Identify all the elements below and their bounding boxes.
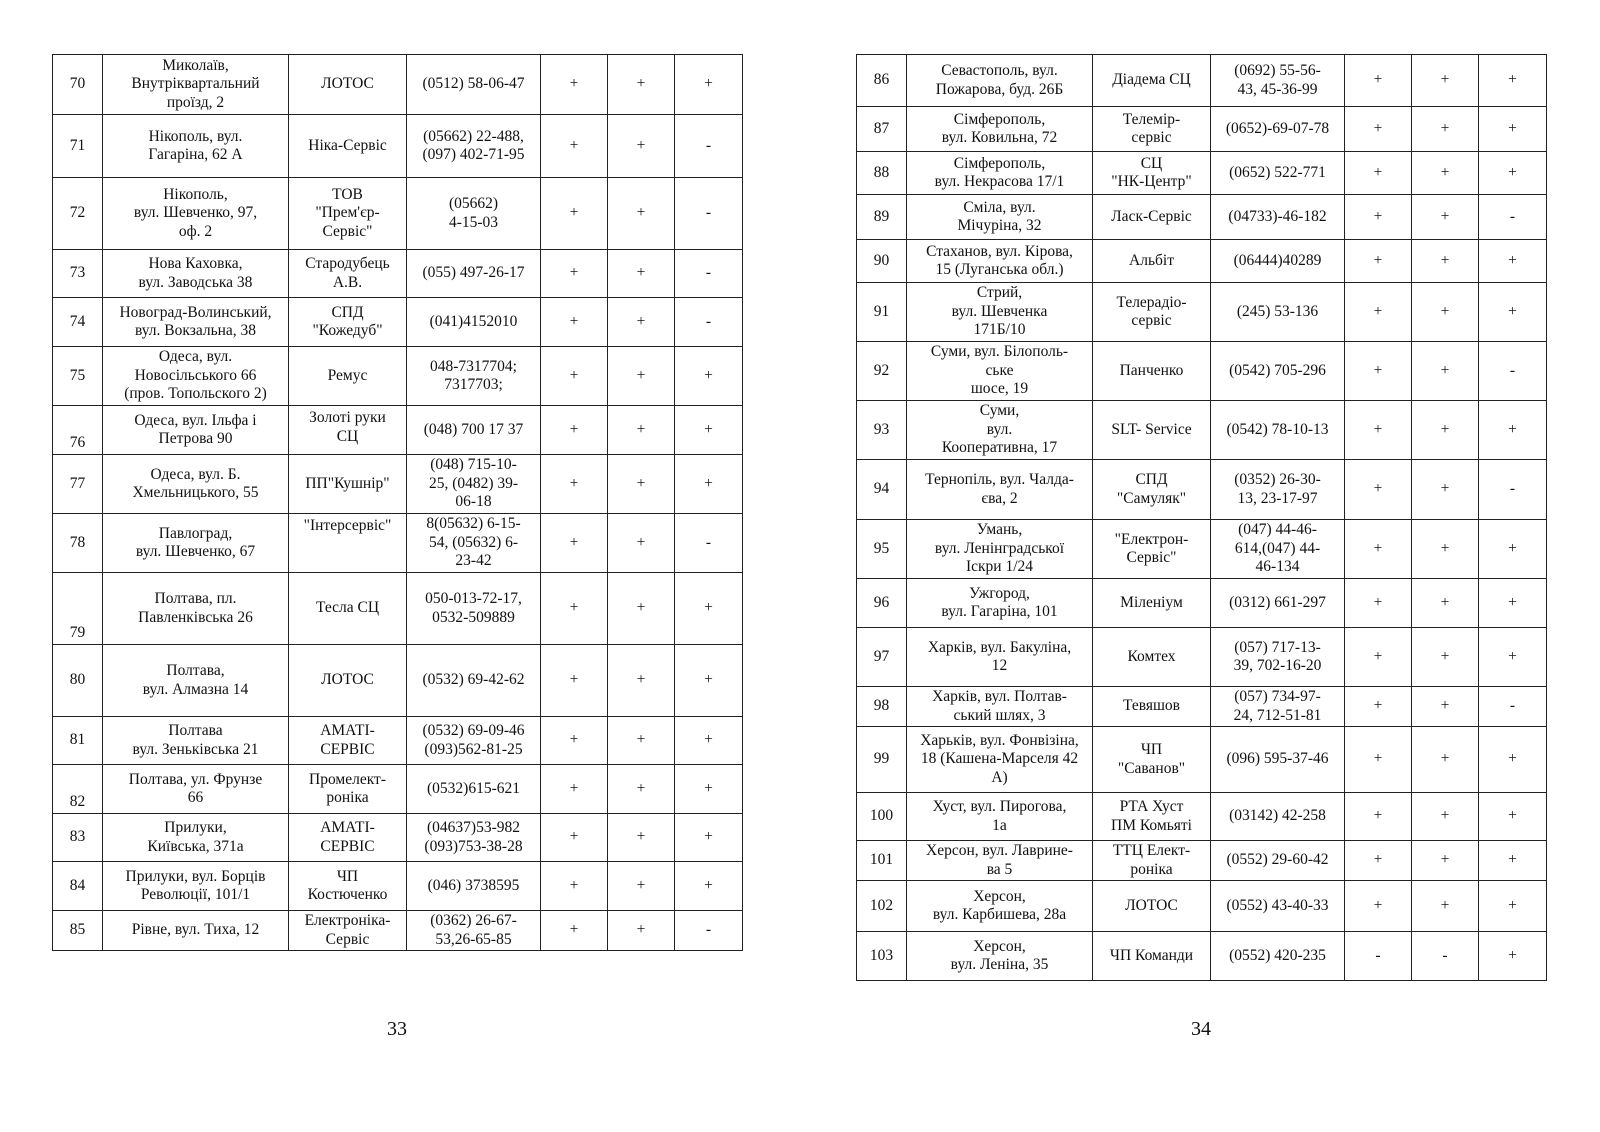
mark-cell-2: +: [608, 862, 675, 911]
table-row: [53, 765, 743, 814]
left-service-table: [52, 54, 743, 951]
row-number: 83: [53, 814, 103, 862]
mark-cell-1: +: [541, 55, 608, 115]
table-row: [857, 152, 1547, 195]
row-number: 100: [857, 793, 907, 841]
table-row: [857, 579, 1547, 628]
mark-cell-1: +: [541, 178, 608, 250]
service-name-cell: Панченко: [1093, 342, 1211, 401]
service-name-cell: Комтех: [1093, 628, 1211, 687]
mark-cell-1: +: [541, 814, 608, 862]
service-name-cell: СЦ "НК-Центр": [1093, 152, 1211, 195]
mark-cell-3: +: [1479, 793, 1547, 841]
mark-cell-2: +: [1412, 628, 1479, 687]
table-row: [53, 178, 743, 250]
phone-cell: (0552) 420-235: [1211, 932, 1345, 981]
mark-cell-3: +: [1479, 520, 1547, 579]
address-cell: Умань, вул. Ленінградської Іскри 1/24: [907, 520, 1093, 579]
table-row: [53, 406, 743, 455]
row-number: 85: [53, 911, 103, 951]
mark-cell-3: -: [1479, 687, 1547, 727]
phone-cell: (0362) 26-67- 53,26-65-85: [407, 911, 541, 951]
table-row: [857, 460, 1547, 520]
mark-cell-2: +: [1412, 55, 1479, 107]
address-cell: Хуст, вул. Пирогова, 1а: [907, 793, 1093, 841]
row-number: 72: [53, 178, 103, 250]
address-cell: Сміла, вул. Мічуріна, 32: [907, 195, 1093, 240]
mark-cell-1: +: [541, 765, 608, 814]
row-number: 103: [857, 932, 907, 981]
address-cell: Полтава, вул. Алмазна 14: [103, 645, 289, 717]
mark-cell-2: +: [608, 250, 675, 298]
table-row: [857, 107, 1547, 152]
service-name-cell: ЧП "Саванов": [1093, 727, 1211, 793]
mark-cell-2: +: [608, 298, 675, 347]
mark-cell-2: +: [608, 178, 675, 250]
phone-cell: (0552) 43-40-33: [1211, 881, 1345, 932]
mark-cell-2: +: [608, 573, 675, 645]
mark-cell-1: +: [541, 911, 608, 951]
mark-cell-1: +: [541, 645, 608, 717]
mark-cell-3: -: [1479, 195, 1547, 240]
row-number: 96: [857, 579, 907, 628]
mark-cell-1: +: [1345, 841, 1412, 881]
mark-cell-2: +: [608, 406, 675, 455]
mark-cell-2: -: [1412, 932, 1479, 981]
mark-cell-3: +: [1479, 932, 1547, 981]
address-cell: Харків, вул. Полтав- ський шлях, 3: [907, 687, 1093, 727]
row-number: 71: [53, 115, 103, 178]
mark-cell-1: +: [541, 406, 608, 455]
mark-cell-1: +: [541, 250, 608, 298]
mark-cell-3: +: [1479, 55, 1547, 107]
mark-cell-2: +: [1412, 401, 1479, 460]
service-name-cell: ЧП Команди: [1093, 932, 1211, 981]
mark-cell-1: +: [541, 347, 608, 406]
phone-cell: 050-013-72-17, 0532-509889: [407, 573, 541, 645]
mark-cell-2: +: [608, 514, 675, 573]
table-row: [53, 455, 743, 514]
mark-cell-3: +: [1479, 579, 1547, 628]
service-name-cell: Електроніка- Сервіс: [289, 911, 407, 951]
mark-cell-1: +: [541, 862, 608, 911]
row-number: 87: [857, 107, 907, 152]
mark-cell-3: +: [675, 573, 743, 645]
left-page: [52, 54, 742, 951]
right-service-table: [856, 54, 1547, 981]
address-cell: Харьків, вул. Фонвізіна, 18 (Кашена-Марселя 42 А): [907, 727, 1093, 793]
mark-cell-2: +: [1412, 342, 1479, 401]
row-number: 80: [53, 645, 103, 717]
table-row: [857, 687, 1547, 727]
mark-cell-2: +: [1412, 727, 1479, 793]
service-name-cell: АМАТІ- СЕРВІС: [289, 814, 407, 862]
table-row: [857, 240, 1547, 283]
mark-cell-3: +: [1479, 881, 1547, 932]
service-name-cell: ЛОТОС: [289, 55, 407, 115]
mark-cell-1: +: [1345, 240, 1412, 283]
address-cell: Прилуки, вул. Борців Революції, 101/1: [103, 862, 289, 911]
mark-cell-2: +: [1412, 881, 1479, 932]
table-row: [857, 401, 1547, 460]
mark-cell-3: -: [675, 115, 743, 178]
address-cell: Нікополь, вул. Шевченко, 97, оф. 2: [103, 178, 289, 250]
mark-cell-2: +: [608, 115, 675, 178]
address-cell: Херсон, вул. Лаврине- ва 5: [907, 841, 1093, 881]
mark-cell-1: +: [1345, 579, 1412, 628]
address-cell: Прилуки, Київська, 371а: [103, 814, 289, 862]
row-number: 77: [53, 455, 103, 514]
address-cell: Одеса, вул. Ільфа і Петрова 90: [103, 406, 289, 455]
mark-cell-3: -: [675, 178, 743, 250]
row-number: 93: [857, 401, 907, 460]
address-cell: Суми, вул. Кооперативна, 17: [907, 401, 1093, 460]
address-cell: Стаханов, вул. Кірова, 15 (Луганська обл.): [907, 240, 1093, 283]
mark-cell-2: +: [1412, 107, 1479, 152]
phone-cell: (0692) 55-56- 43, 45-36-99: [1211, 55, 1345, 107]
mark-cell-3: +: [1479, 152, 1547, 195]
address-cell: Стрий, вул. Шевченка 171Б/10: [907, 283, 1093, 342]
table-row: [53, 573, 743, 645]
mark-cell-3: +: [675, 862, 743, 911]
service-name-cell: Телемір- сервіс: [1093, 107, 1211, 152]
address-cell: Ужгород, вул. Гагаріна, 101: [907, 579, 1093, 628]
phone-cell: (0532)615-621: [407, 765, 541, 814]
mark-cell-2: +: [608, 717, 675, 765]
table-row: [53, 55, 743, 115]
row-number: 99: [857, 727, 907, 793]
mark-cell-1: +: [1345, 195, 1412, 240]
mark-cell-2: +: [608, 455, 675, 514]
address-cell: Полтава вул. Зеньківська 21: [103, 717, 289, 765]
mark-cell-2: +: [1412, 460, 1479, 520]
mark-cell-1: +: [1345, 401, 1412, 460]
mark-cell-1: +: [1345, 520, 1412, 579]
mark-cell-1: +: [1345, 283, 1412, 342]
table-row: [53, 814, 743, 862]
mark-cell-3: +: [1479, 283, 1547, 342]
mark-cell-1: -: [1345, 932, 1412, 981]
row-number: 92: [857, 342, 907, 401]
phone-cell: 048-7317704; 7317703;: [407, 347, 541, 406]
row-number: 97: [857, 628, 907, 687]
mark-cell-2: +: [1412, 841, 1479, 881]
mark-cell-1: +: [541, 514, 608, 573]
table-row: [53, 645, 743, 717]
mark-cell-2: +: [608, 911, 675, 951]
service-name-cell: Альбіт: [1093, 240, 1211, 283]
address-cell: Тернопіль, вул. Чалда- єва, 2: [907, 460, 1093, 520]
service-name-cell: ЧП Костюченко: [289, 862, 407, 911]
phone-cell: (0542) 705-296: [1211, 342, 1345, 401]
service-name-cell: ТОВ "Прем'єр- Сервіс": [289, 178, 407, 250]
phone-cell: (057) 734-97- 24, 712-51-81: [1211, 687, 1345, 727]
address-cell: Одеса, вул. Б. Хмельницького, 55: [103, 455, 289, 514]
mark-cell-1: +: [1345, 687, 1412, 727]
address-cell: Полтава, пл. Павленківська 26: [103, 573, 289, 645]
right-page: [856, 54, 1546, 981]
service-name-cell: Стародубець А.В.: [289, 250, 407, 298]
address-cell: Павлоград, вул. Шевченко, 67: [103, 514, 289, 573]
phone-cell: (0532) 69-09-46 (093)562-81-25: [407, 717, 541, 765]
address-cell: Харків, вул. Бакуліна, 12: [907, 628, 1093, 687]
mark-cell-3: -: [1479, 342, 1547, 401]
mark-cell-3: -: [675, 911, 743, 951]
service-name-cell: СПД "Самуляк": [1093, 460, 1211, 520]
phone-cell: (04637)53-982 (093)753-38-28: [407, 814, 541, 862]
table-row: [857, 342, 1547, 401]
mark-cell-3: -: [1479, 460, 1547, 520]
row-number: 70: [53, 55, 103, 115]
service-name-cell: SLT- Service: [1093, 401, 1211, 460]
phone-cell: (05662) 22-488, (097) 402-71-95: [407, 115, 541, 178]
mark-cell-2: +: [608, 347, 675, 406]
phone-cell: (0652)-69-07-78: [1211, 107, 1345, 152]
service-name-cell: Ласк-Сервіс: [1093, 195, 1211, 240]
service-name-cell: "Інтерсервіс": [289, 514, 407, 573]
service-name-cell: Діадема СЦ: [1093, 55, 1211, 107]
address-cell: Сімферополь, вул. Ковильна, 72: [907, 107, 1093, 152]
mark-cell-3: +: [675, 55, 743, 115]
service-name-cell: Промелект- роніка: [289, 765, 407, 814]
mark-cell-1: +: [1345, 55, 1412, 107]
phone-cell: (057) 717-13- 39, 702-16-20: [1211, 628, 1345, 687]
address-cell: Миколаїв, Внутріквартальний проїзд, 2: [103, 55, 289, 115]
table-row: [857, 881, 1547, 932]
table-row: [53, 514, 743, 573]
phone-cell: (05662) 4-15-03: [407, 178, 541, 250]
mark-cell-1: +: [541, 455, 608, 514]
phone-cell: (041)4152010: [407, 298, 541, 347]
mark-cell-3: +: [1479, 628, 1547, 687]
phone-cell: (0512) 58-06-47: [407, 55, 541, 115]
phone-cell: (048) 715-10- 25, (0482) 39- 06-18: [407, 455, 541, 514]
mark-cell-2: +: [1412, 579, 1479, 628]
address-cell: Одеса, вул. Новосільського 66 (пров. Топольского 2): [103, 347, 289, 406]
row-number: 78: [53, 514, 103, 573]
row-number: 98: [857, 687, 907, 727]
mark-cell-3: +: [675, 406, 743, 455]
service-name-cell: АМАТІ- СЕРВІС: [289, 717, 407, 765]
table-row: [53, 115, 743, 178]
table-row: [857, 841, 1547, 881]
service-name-cell: Ремус: [289, 347, 407, 406]
row-number: 75: [53, 347, 103, 406]
mark-cell-1: +: [1345, 107, 1412, 152]
mark-cell-3: -: [675, 514, 743, 573]
page-number-right: 34: [1191, 1018, 1211, 1040]
service-name-cell: РТА Хуст ПМ Комьяті: [1093, 793, 1211, 841]
row-number: 73: [53, 250, 103, 298]
table-row: [857, 283, 1547, 342]
row-number: 81: [53, 717, 103, 765]
mark-cell-2: +: [608, 814, 675, 862]
page-number-left: 33: [387, 1018, 407, 1040]
mark-cell-2: +: [1412, 687, 1479, 727]
table-row: [53, 298, 743, 347]
mark-cell-3: +: [675, 765, 743, 814]
phone-cell: (055) 497-26-17: [407, 250, 541, 298]
service-name-cell: Тевяшов: [1093, 687, 1211, 727]
phone-cell: (0542) 78-10-13: [1211, 401, 1345, 460]
phone-cell: (04733)-46-182: [1211, 195, 1345, 240]
table-row: [857, 932, 1547, 981]
address-cell: Рівне, вул. Тиха, 12: [103, 911, 289, 951]
service-name-cell: Міленіум: [1093, 579, 1211, 628]
mark-cell-1: +: [1345, 727, 1412, 793]
phone-cell: 8(05632) 6-15- 54, (05632) 6- 23-42: [407, 514, 541, 573]
phone-cell: (03142) 42-258: [1211, 793, 1345, 841]
address-cell: Полтава, ул. Фрунзе 66: [103, 765, 289, 814]
mark-cell-1: +: [1345, 152, 1412, 195]
service-name-cell: ТТЦ Елект- роніка: [1093, 841, 1211, 881]
mark-cell-1: +: [1345, 342, 1412, 401]
service-name-cell: СПД "Кожедуб": [289, 298, 407, 347]
mark-cell-3: +: [1479, 240, 1547, 283]
mark-cell-2: +: [1412, 240, 1479, 283]
phone-cell: (047) 44-46- 614,(047) 44- 46-134: [1211, 520, 1345, 579]
row-number: 88: [857, 152, 907, 195]
table-row: [857, 520, 1547, 579]
table-row: [53, 250, 743, 298]
table-row: [857, 793, 1547, 841]
phone-cell: (0652) 522-771: [1211, 152, 1345, 195]
mark-cell-3: +: [675, 717, 743, 765]
row-number: 94: [857, 460, 907, 520]
address-cell: Херсон, вул. Карбишева, 28а: [907, 881, 1093, 932]
table-row: [53, 717, 743, 765]
mark-cell-3: +: [675, 347, 743, 406]
address-cell: Суми, вул. Білополь- ське шосе, 19: [907, 342, 1093, 401]
phone-cell: (0352) 26-30- 13, 23-17-97: [1211, 460, 1345, 520]
mark-cell-2: +: [608, 765, 675, 814]
service-name-cell: Телерадіо- сервіс: [1093, 283, 1211, 342]
row-number: 76: [53, 406, 103, 455]
phone-cell: (06444)40289: [1211, 240, 1345, 283]
address-cell: Сімферополь, вул. Некрасова 17/1: [907, 152, 1093, 195]
mark-cell-1: +: [541, 115, 608, 178]
mark-cell-1: +: [1345, 793, 1412, 841]
mark-cell-3: +: [675, 814, 743, 862]
mark-cell-3: +: [675, 645, 743, 717]
address-cell: Новоград-Волинський, вул. Вокзальна, 38: [103, 298, 289, 347]
table-row: [857, 628, 1547, 687]
phone-cell: (048) 700 17 37: [407, 406, 541, 455]
row-number: 79: [53, 573, 103, 645]
mark-cell-1: +: [541, 573, 608, 645]
service-name-cell: ПП"Кушнір": [289, 455, 407, 514]
row-number: 82: [53, 765, 103, 814]
row-number: 84: [53, 862, 103, 911]
mark-cell-3: +: [1479, 727, 1547, 793]
address-cell: Севастополь, вул. Пожарова, буд. 26Б: [907, 55, 1093, 107]
mark-cell-3: +: [1479, 841, 1547, 881]
mark-cell-2: +: [1412, 283, 1479, 342]
mark-cell-2: +: [608, 55, 675, 115]
row-number: 74: [53, 298, 103, 347]
row-number: 101: [857, 841, 907, 881]
address-cell: Херсон, вул. Леніна, 35: [907, 932, 1093, 981]
table-row: [857, 55, 1547, 107]
mark-cell-2: +: [608, 645, 675, 717]
mark-cell-2: +: [1412, 195, 1479, 240]
mark-cell-3: +: [1479, 401, 1547, 460]
phone-cell: (245) 53-136: [1211, 283, 1345, 342]
mark-cell-3: -: [675, 250, 743, 298]
mark-cell-1: +: [1345, 460, 1412, 520]
mark-cell-3: +: [675, 455, 743, 514]
table-row: [53, 347, 743, 406]
row-number: 86: [857, 55, 907, 107]
mark-cell-1: +: [541, 717, 608, 765]
service-name-cell: Золоті руки СЦ: [289, 406, 407, 455]
phone-cell: (0532) 69-42-62: [407, 645, 541, 717]
row-number: 89: [857, 195, 907, 240]
mark-cell-2: +: [1412, 152, 1479, 195]
row-number: 90: [857, 240, 907, 283]
phone-cell: (096) 595-37-46: [1211, 727, 1345, 793]
service-name-cell: ЛОТОС: [289, 645, 407, 717]
mark-cell-3: +: [1479, 107, 1547, 152]
phone-cell: (0552) 29-60-42: [1211, 841, 1345, 881]
row-number: 95: [857, 520, 907, 579]
mark-cell-1: +: [1345, 628, 1412, 687]
mark-cell-2: +: [1412, 793, 1479, 841]
service-name-cell: "Електрон- Сервіс": [1093, 520, 1211, 579]
table-row: [53, 862, 743, 911]
table-row: [857, 195, 1547, 240]
mark-cell-1: +: [541, 298, 608, 347]
row-number: 102: [857, 881, 907, 932]
phone-cell: (046) 3738595: [407, 862, 541, 911]
mark-cell-3: -: [675, 298, 743, 347]
service-name-cell: Ніка-Сервіс: [289, 115, 407, 178]
table-row: [53, 911, 743, 951]
table-row: [857, 727, 1547, 793]
mark-cell-2: +: [1412, 520, 1479, 579]
address-cell: Нікополь, вул. Гагаріна, 62 А: [103, 115, 289, 178]
address-cell: Нова Каховка, вул. Заводська 38: [103, 250, 289, 298]
service-name-cell: Тесла СЦ: [289, 573, 407, 645]
row-number: 91: [857, 283, 907, 342]
service-name-cell: ЛОТОС: [1093, 881, 1211, 932]
mark-cell-1: +: [1345, 881, 1412, 932]
phone-cell: (0312) 661-297: [1211, 579, 1345, 628]
